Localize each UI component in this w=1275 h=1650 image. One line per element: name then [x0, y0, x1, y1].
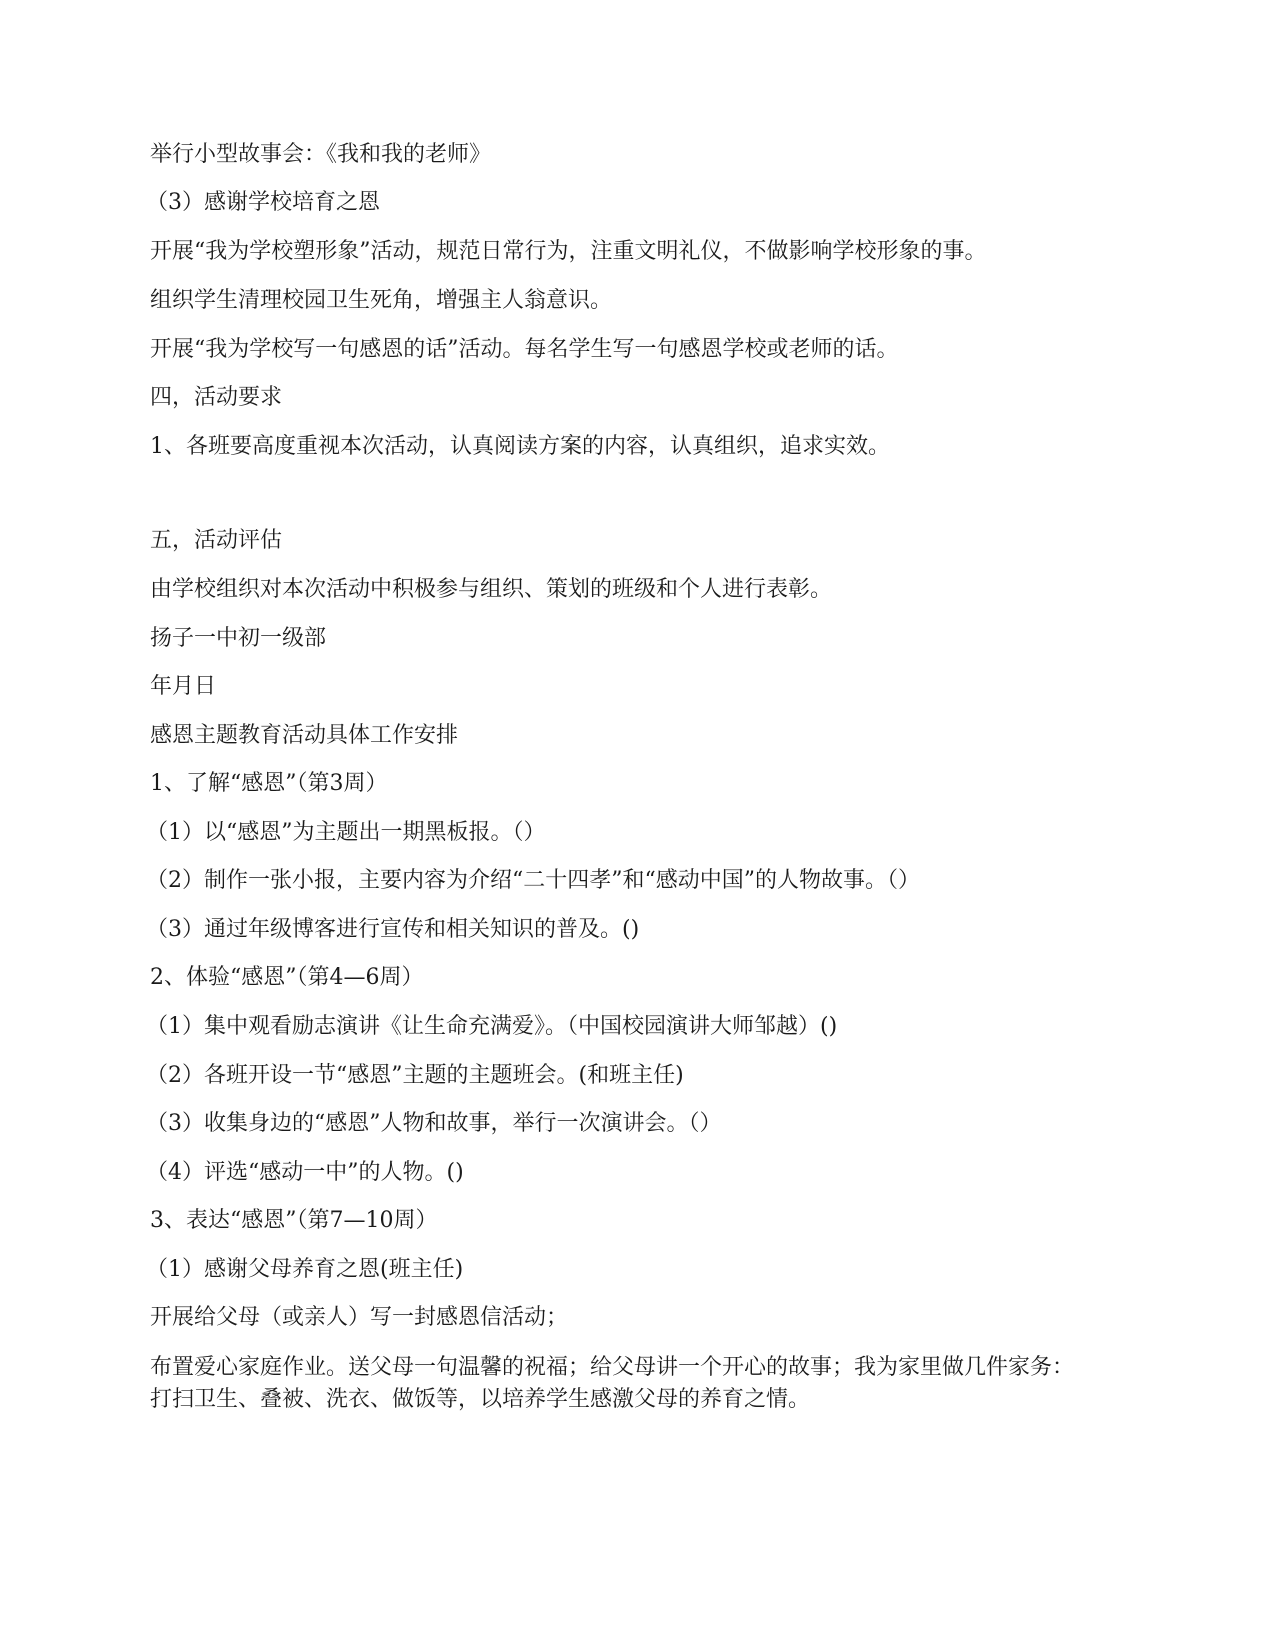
- list-item: （4）评选“感动一中”的人物。(): [146, 1160, 464, 1185]
- section-title: 感恩主题教育活动具体工作安排: [150, 723, 459, 748]
- list-item: （2）制作一张小报，主要内容为介绍“二十四孝”和“感动中国”的人物故事。（）: [146, 868, 920, 893]
- list-item: （3）通过年级博客进行宣传和相关知识的普及。(): [146, 917, 640, 942]
- section-heading: 2、体验“感恩”（第4—6周）: [150, 965, 424, 990]
- section-heading: 四，活动要求: [150, 385, 283, 410]
- list-item: （1）感谢父母养育之恩(班主任): [146, 1257, 464, 1282]
- signature-date: 年月日: [150, 674, 217, 699]
- paragraph: 组织学生清理校园卫生死角，增强主人翁意识。: [150, 288, 613, 313]
- paragraph: 开展“我为学校塑形象”活动，规范日常行为，注重文明礼仪，不做影响学校形象的事。: [150, 239, 987, 264]
- signature-org: 扬子一中初一级部: [150, 626, 327, 651]
- section-heading: 1、了解“感恩”（第3周）: [150, 771, 388, 796]
- list-item: （3）收集身边的“感恩”人物和故事，举行一次演讲会。（）: [146, 1111, 722, 1136]
- list-item: （1）集中观看励志演讲《让生命充满爱》。（中国校园演讲大师邹越）(): [146, 1014, 838, 1039]
- paragraph: 1、各班要高度重视本次活动，认真阅读方案的内容，认真组织，追求实效。: [150, 434, 890, 459]
- paragraph: 由学校组织对本次活动中积极参与组织、策划的班级和个人进行表彰。: [150, 577, 833, 602]
- paragraph: 布置爱心家庭作业。送父母一句温馨的祝福；给父母讲一个开心的故事；我为家里做几件家务：打扫卫生、叠被、洗衣、做饭等，以培养学生感激父母的养育之情。: [150, 1355, 1075, 1412]
- paragraph: 开展给父母（或亲人）写一封感恩信活动；: [150, 1305, 569, 1330]
- list-item: （1）以“感恩”为主题出一期黑板报。（）: [146, 820, 546, 845]
- paragraph: 举行小型故事会：《我和我的老师》: [150, 142, 492, 167]
- section-heading: 五，活动评估: [150, 528, 283, 553]
- paragraph: 开展“我为学校写一句感恩的话”活动。每名学生写一句感恩学校或老师的话。: [150, 337, 899, 362]
- list-item: （2）各班开设一节“感恩”主题的主题班会。(和班主任): [146, 1063, 684, 1088]
- section-heading: 3、表达“感恩”（第7—10周）: [150, 1208, 438, 1233]
- paragraph: （3）感谢学校培育之恩: [146, 190, 380, 215]
